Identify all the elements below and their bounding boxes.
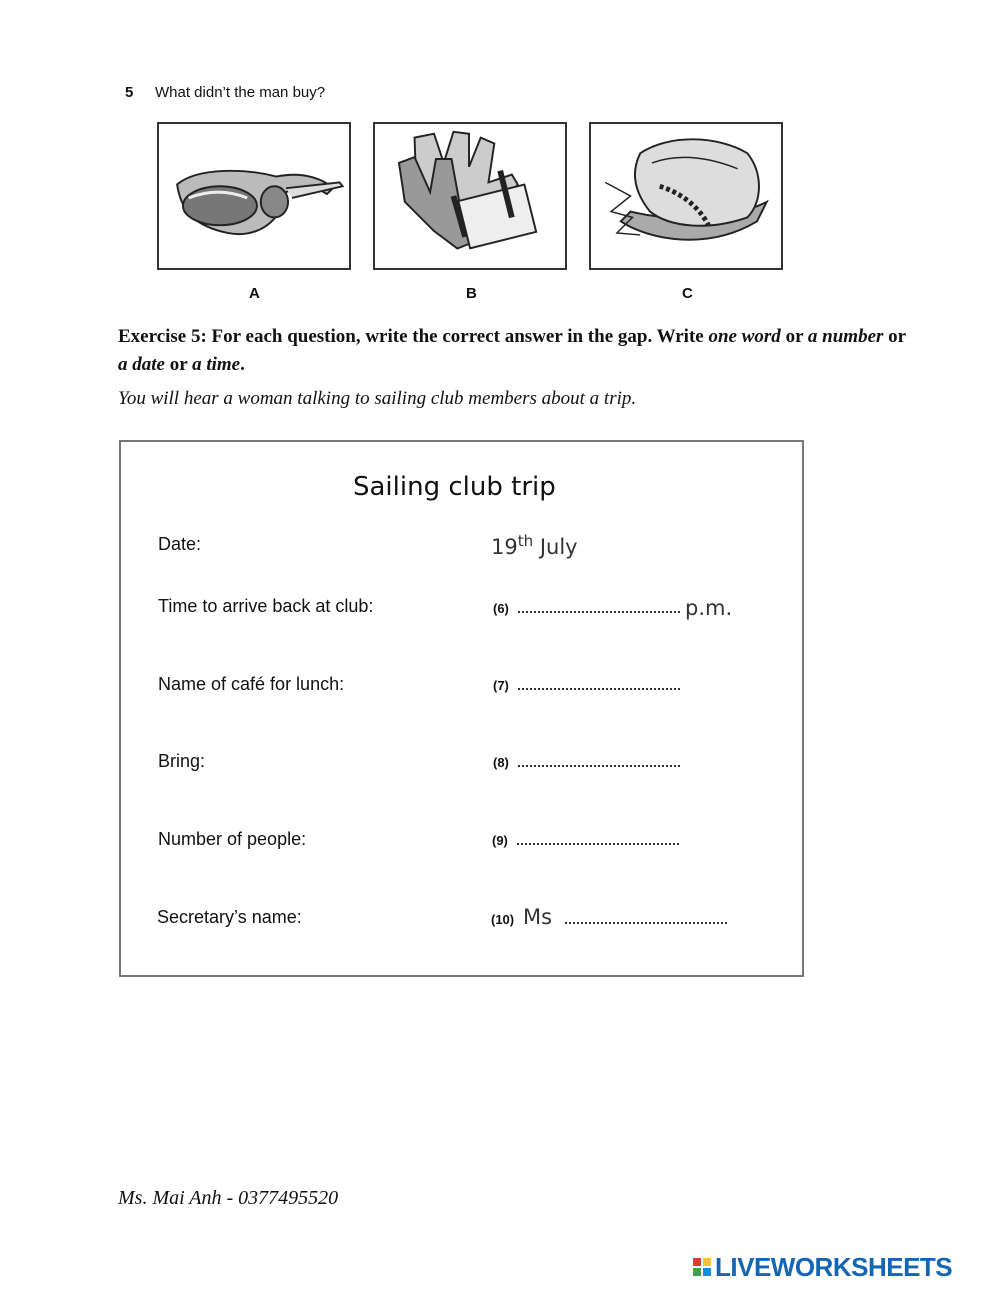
answer-gap-6[interactable] [518,611,680,613]
form-title: Sailing club trip [353,472,556,502]
row-label-bring: Bring: [158,751,206,771]
exercise-title: Exercise 5: For each question, write the correct answer in the gap. Write one word or a number or a date or a time. [118,326,906,375]
gap-number-6: (6) [493,601,509,616]
gap-number-7: (7) [493,678,509,693]
option-label-a: A [249,285,260,302]
gap-number-8: (8) [493,755,509,770]
row-label-secretary: Secretary’s name: [157,907,302,927]
answer-gap-9[interactable] [517,843,679,845]
answer-gap-10[interactable] [565,922,727,924]
gap-number-9: (9) [492,833,508,848]
row-label-time: Time to arrive back at club: [158,596,374,616]
option-label-b: B [466,285,477,302]
question-text: What didn’t the man buy? [155,84,326,101]
gap-number-10: (10) [491,912,515,927]
question-number: 5 [125,84,134,101]
exercise-instruction: You will hear a woman talking to sailing club members about a trip. [118,388,637,409]
gloves-image[interactable] [373,122,567,270]
answer-gap-7[interactable] [518,688,680,690]
scarf-image[interactable] [589,122,783,270]
suffix-pm: p.m. [685,596,733,620]
answer-gap-8[interactable] [518,765,680,767]
row-label-cafe: Name of café for lunch: [158,674,345,694]
date-label: Date: [158,534,202,554]
form-box [119,440,804,977]
sunglasses-image[interactable] [157,122,351,270]
date-value: 19th July [491,532,578,559]
prefix-ms: Ms [523,905,553,929]
logo-text: LIVEWORKSHEETS [715,1252,953,1282]
author-credit: Ms. Mai Anh - 0377495520 [118,1187,339,1209]
logo-icon [693,1258,711,1276]
option-label-c: C [682,285,693,302]
liveworksheets-logo[interactable] [693,1254,952,1280]
row-label-people: Number of people: [158,829,307,849]
